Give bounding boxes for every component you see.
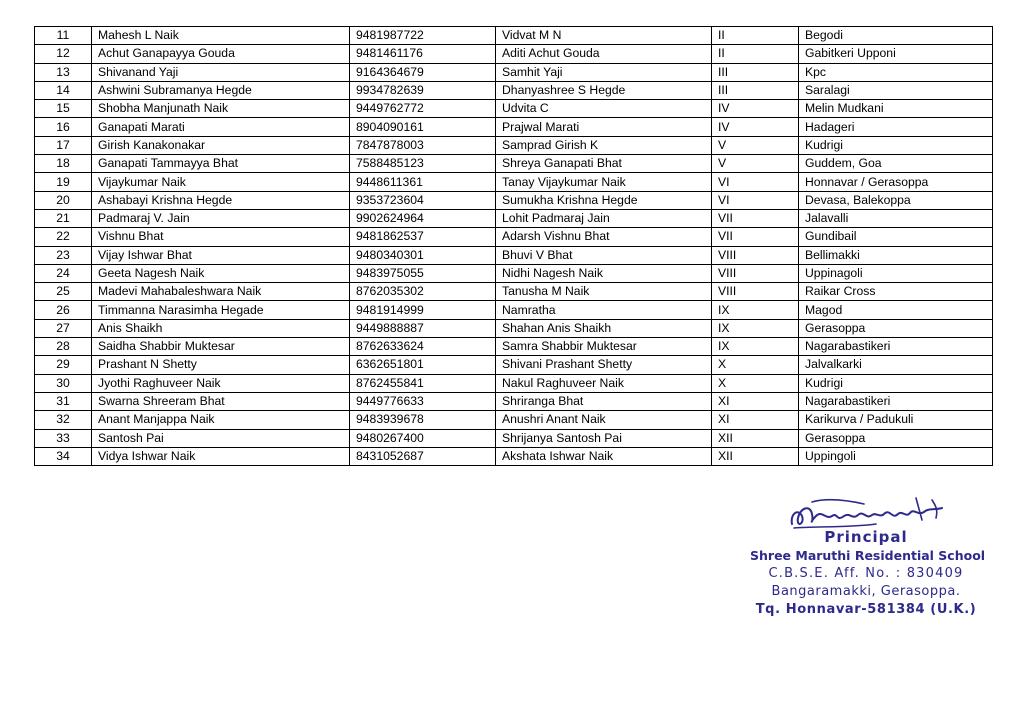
stamp-taluk: Tq. Honnavar-581384 (U.K.)	[755, 602, 977, 617]
principal-stamp	[750, 494, 1000, 624]
parent-name-cell: Vishnu Bhat	[92, 228, 350, 246]
serial-number-cell: 17	[35, 136, 92, 154]
table-row	[35, 27, 993, 45]
table-row	[35, 374, 993, 392]
contact-number-cell: 6362651801	[350, 356, 496, 374]
class-cell: VIII	[712, 283, 799, 301]
class-cell: IV	[712, 118, 799, 136]
place-cell: Gundibail	[799, 228, 993, 246]
serial-number-cell: 33	[35, 429, 92, 447]
place-cell: Guddem, Goa	[799, 155, 993, 173]
class-cell: X	[712, 374, 799, 392]
contact-number-cell: 7588485123	[350, 155, 496, 173]
parent-name-cell: Jyothi Raghuveer Naik	[92, 374, 350, 392]
table-row	[35, 118, 993, 136]
serial-number-cell: 23	[35, 246, 92, 264]
serial-number-cell: 29	[35, 356, 92, 374]
student-name-cell: Sumukha Krishna Hegde	[496, 191, 712, 209]
place-cell: Raikar Cross	[799, 283, 993, 301]
class-cell: VIII	[712, 264, 799, 282]
parent-name-cell: Shobha Manjunath Naik	[92, 100, 350, 118]
class-cell: IX	[712, 301, 799, 319]
contact-number-cell: 8762035302	[350, 283, 496, 301]
place-cell: Magod	[799, 301, 993, 319]
serial-number-cell: 28	[35, 338, 92, 356]
parent-name-cell: Anis Shaikh	[92, 319, 350, 337]
place-cell: Gabitkeri Upponi	[799, 45, 993, 63]
place-cell: Hadageri	[799, 118, 993, 136]
student-name-cell: Samra Shabbir Muktesar	[496, 338, 712, 356]
parent-name-cell: Ashwini Subramanya Hegde	[92, 81, 350, 99]
place-cell: Kudrigi	[799, 374, 993, 392]
student-name-cell: Namratha	[496, 301, 712, 319]
serial-number-cell: 22	[35, 228, 92, 246]
parent-name-cell: Mahesh L Naik	[92, 27, 350, 45]
student-name-cell: Shivani Prashant Shetty	[496, 356, 712, 374]
place-cell: Gerasoppa	[799, 429, 993, 447]
serial-number-cell: 11	[35, 27, 92, 45]
contact-number-cell: 9448611361	[350, 173, 496, 191]
place-cell: Melin Mudkani	[799, 100, 993, 118]
parent-name-cell: Santosh Pai	[92, 429, 350, 447]
serial-number-cell: 25	[35, 283, 92, 301]
serial-number-cell: 15	[35, 100, 92, 118]
place-cell: Bellimakki	[799, 246, 993, 264]
student-name-cell: Nakul Raghuveer Naik	[496, 374, 712, 392]
place-cell: Begodi	[799, 27, 993, 45]
contact-number-cell: 9481987722	[350, 27, 496, 45]
table-body	[35, 27, 993, 466]
student-name-cell: Shriranga Bhat	[496, 392, 712, 410]
contact-number-cell: 7847878003	[350, 136, 496, 154]
serial-number-cell: 34	[35, 447, 92, 465]
class-cell: V	[712, 155, 799, 173]
serial-number-cell: 26	[35, 301, 92, 319]
serial-number-cell: 16	[35, 118, 92, 136]
table-row	[35, 283, 993, 301]
student-parent-table	[34, 26, 993, 466]
serial-number-cell: 24	[35, 264, 92, 282]
contact-number-cell: 9164364679	[350, 63, 496, 81]
table-row	[35, 191, 993, 209]
contact-number-cell: 8431052687	[350, 447, 496, 465]
student-name-cell: Prajwal Marati	[496, 118, 712, 136]
stamp-address: Bangaramakki, Gerasoppa.	[771, 584, 961, 599]
principal-signature	[786, 494, 956, 532]
serial-number-cell: 14	[35, 81, 92, 99]
table-row	[35, 228, 993, 246]
serial-number-cell: 31	[35, 392, 92, 410]
class-cell: VI	[712, 191, 799, 209]
class-cell: III	[712, 63, 799, 81]
class-cell: XI	[712, 392, 799, 410]
student-name-cell: Shreya Ganapati Bhat	[496, 155, 712, 173]
student-name-cell: Dhanyashree S Hegde	[496, 81, 712, 99]
parent-name-cell: Saidha Shabbir Muktesar	[92, 338, 350, 356]
contact-number-cell: 9481862537	[350, 228, 496, 246]
table-row	[35, 429, 993, 447]
table-row	[35, 411, 993, 429]
class-cell: V	[712, 136, 799, 154]
serial-number-cell: 13	[35, 63, 92, 81]
serial-number-cell: 21	[35, 209, 92, 227]
parent-name-cell: Vijaykumar Naik	[92, 173, 350, 191]
contact-number-cell: 8762455841	[350, 374, 496, 392]
student-name-cell: Anushri Anant Naik	[496, 411, 712, 429]
parent-name-cell: Girish Kanakonakar	[92, 136, 350, 154]
parent-name-cell: Geeta Nagesh Naik	[92, 264, 350, 282]
student-name-cell: Tanusha M Naik	[496, 283, 712, 301]
class-cell: IX	[712, 338, 799, 356]
student-name-cell: Adarsh Vishnu Bhat	[496, 228, 712, 246]
contact-number-cell: 9480267400	[350, 429, 496, 447]
class-cell: XI	[712, 411, 799, 429]
parent-name-cell: Shivanand Yaji	[92, 63, 350, 81]
place-cell: Nagarabastikeri	[799, 392, 993, 410]
place-cell: Kpc	[799, 63, 993, 81]
class-cell: X	[712, 356, 799, 374]
table-row	[35, 246, 993, 264]
class-cell: III	[712, 81, 799, 99]
student-name-cell: Samhit Yaji	[496, 63, 712, 81]
parent-name-cell: Padmaraj V. Jain	[92, 209, 350, 227]
parent-name-cell: Ganapati Marati	[92, 118, 350, 136]
contact-number-cell: 9481914999	[350, 301, 496, 319]
table-row	[35, 447, 993, 465]
contact-number-cell: 8904090161	[350, 118, 496, 136]
student-name-cell: Nidhi Nagesh Naik	[496, 264, 712, 282]
contact-number-cell: 9449888887	[350, 319, 496, 337]
serial-number-cell: 19	[35, 173, 92, 191]
parent-name-cell: Ashabayi Krishna Hegde	[92, 191, 350, 209]
student-name-cell: Aditi Achut Gouda	[496, 45, 712, 63]
table-row	[35, 45, 993, 63]
table-row	[35, 264, 993, 282]
contact-number-cell: 9483939678	[350, 411, 496, 429]
contact-number-cell: 9934782639	[350, 81, 496, 99]
serial-number-cell: 32	[35, 411, 92, 429]
place-cell: Uppingoli	[799, 447, 993, 465]
parent-name-cell: Prashant N Shetty	[92, 356, 350, 374]
serial-number-cell: 12	[35, 45, 92, 63]
student-name-cell: Shahan Anis Shaikh	[496, 319, 712, 337]
stamp-affiliation: C.B.S.E. Aff. No. : 830409	[768, 566, 964, 581]
contact-number-cell: 9449762772	[350, 100, 496, 118]
table-row	[35, 392, 993, 410]
serial-number-cell: 30	[35, 374, 92, 392]
serial-number-cell: 18	[35, 155, 92, 173]
contact-number-cell: 9902624964	[350, 209, 496, 227]
class-cell: VII	[712, 209, 799, 227]
place-cell: Nagarabastikeri	[799, 338, 993, 356]
class-cell: II	[712, 45, 799, 63]
place-cell: Jalavalli	[799, 209, 993, 227]
parent-name-cell: Swarna Shreeram Bhat	[92, 392, 350, 410]
table-row	[35, 81, 993, 99]
parent-name-cell: Vijay Ishwar Bhat	[92, 246, 350, 264]
place-cell: Kudrigi	[799, 136, 993, 154]
parent-name-cell: Ganapati Tammayya Bhat	[92, 155, 350, 173]
student-name-cell: Akshata Ishwar Naik	[496, 447, 712, 465]
table-row	[35, 136, 993, 154]
table-row	[35, 173, 993, 191]
place-cell: Gerasoppa	[799, 319, 993, 337]
table-row	[35, 100, 993, 118]
class-cell: II	[712, 27, 799, 45]
table-row	[35, 319, 993, 337]
student-name-cell: Shrijanya Santosh Pai	[496, 429, 712, 447]
class-cell: VI	[712, 173, 799, 191]
contact-number-cell: 9480340301	[350, 246, 496, 264]
table-row	[35, 301, 993, 319]
parent-name-cell: Achut Ganapayya Gouda	[92, 45, 350, 63]
parent-name-cell: Madevi Mahabaleshwara Naik	[92, 283, 350, 301]
class-cell: VII	[712, 228, 799, 246]
table-row	[35, 338, 993, 356]
place-cell: Uppinagoli	[799, 264, 993, 282]
class-cell: XII	[712, 429, 799, 447]
place-cell: Saralagi	[799, 81, 993, 99]
stamp-title: Principal	[824, 528, 908, 546]
parent-name-cell: Vidya Ishwar Naik	[92, 447, 350, 465]
table-row	[35, 63, 993, 81]
student-name-cell: Bhuvi V Bhat	[496, 246, 712, 264]
student-name-cell: Tanay Vijaykumar Naik	[496, 173, 712, 191]
student-name-cell: Vidvat M N	[496, 27, 712, 45]
student-name-cell: Lohit Padmaraj Jain	[496, 209, 712, 227]
parent-name-cell: Timmanna Narasimha Hegade	[92, 301, 350, 319]
contact-number-cell: 9449776633	[350, 392, 496, 410]
serial-number-cell: 20	[35, 191, 92, 209]
parent-name-cell: Anant Manjappa Naik	[92, 411, 350, 429]
student-name-cell: Samprad Girish K	[496, 136, 712, 154]
contact-number-cell: 9483975055	[350, 264, 496, 282]
contact-number-cell: 8762633624	[350, 338, 496, 356]
stamp-school-name: Shree Maruthi Residential School	[750, 548, 986, 563]
student-name-cell: Udvita C	[496, 100, 712, 118]
class-cell: XII	[712, 447, 799, 465]
serial-number-cell: 27	[35, 319, 92, 337]
table-row	[35, 209, 993, 227]
contact-number-cell: 9353723604	[350, 191, 496, 209]
table-row	[35, 356, 993, 374]
place-cell: Karikurva / Padukuli	[799, 411, 993, 429]
place-cell: Jalvalkarki	[799, 356, 993, 374]
contact-number-cell: 9481461176	[350, 45, 496, 63]
place-cell: Honnavar / Gerasoppa	[799, 173, 993, 191]
place-cell: Devasa, Balekoppa	[799, 191, 993, 209]
table-row	[35, 155, 993, 173]
class-cell: VIII	[712, 246, 799, 264]
class-cell: IV	[712, 100, 799, 118]
class-cell: IX	[712, 319, 799, 337]
